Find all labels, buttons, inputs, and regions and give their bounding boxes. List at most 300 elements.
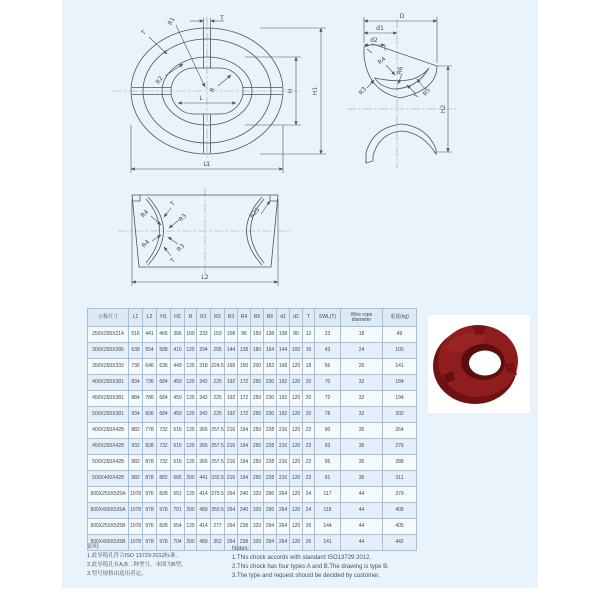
table-cell: 118 xyxy=(315,503,341,519)
table-cell: 366 xyxy=(197,439,211,455)
table-cell: 884 xyxy=(129,391,143,407)
table-cell: 125 xyxy=(185,375,197,391)
table-cell: 200 xyxy=(185,535,197,551)
table-cell: 125 xyxy=(185,343,197,359)
table-cell: 978 xyxy=(157,535,171,551)
table-cell: 172 xyxy=(238,375,251,391)
table-cell: 80 xyxy=(290,327,303,343)
table-cell: 257.5 xyxy=(211,423,225,439)
table-cell: 982 xyxy=(129,471,143,487)
table-cell: 95 xyxy=(315,455,341,471)
table-cell: 515 xyxy=(171,423,185,439)
table-cell: 44 xyxy=(341,503,383,519)
column-header: R4 xyxy=(238,309,251,327)
table-cell: 100 xyxy=(383,343,417,359)
table-cell: 300X250X286 xyxy=(88,343,129,359)
table-cell: 192 xyxy=(225,375,238,391)
table-cell: 342 xyxy=(197,391,211,407)
table-cell: 732 xyxy=(157,455,171,471)
table-cell: 250 xyxy=(251,391,264,407)
chock-side-outline xyxy=(364,44,437,163)
table-cell: 400X250X428 xyxy=(88,423,129,439)
table-cell: 778 xyxy=(143,423,157,439)
table-cell: 184 xyxy=(383,375,417,391)
table-cell: 684 xyxy=(157,407,171,423)
dim-label-d2: d2 xyxy=(370,37,378,44)
table-cell: 194 xyxy=(383,391,417,407)
table-cell: 216 xyxy=(277,423,290,439)
table-cell: 192 xyxy=(277,391,290,407)
table-cell: 32 xyxy=(341,407,383,423)
table-cell: 551 xyxy=(171,487,185,503)
table-cell: 646 xyxy=(143,359,157,375)
table-cell: 141 xyxy=(383,359,417,375)
table-cell: 153 xyxy=(211,327,225,343)
column-header: L1 xyxy=(129,309,143,327)
dim-label-R3-bottom: R3 xyxy=(175,242,187,254)
table-cell: 350.5 xyxy=(211,503,225,519)
section-view-drawing xyxy=(115,185,300,297)
table-cell: 306 xyxy=(171,327,185,343)
header-row xyxy=(88,309,417,327)
table-cell: 168 xyxy=(277,359,290,375)
table-cell: 24 xyxy=(303,503,315,519)
table-cell: 20 xyxy=(303,391,315,407)
note-line: 1.This chock accords with standard ISO13729:2012. xyxy=(232,555,372,561)
table-cell: 264 xyxy=(277,503,290,519)
column-header: R6 xyxy=(264,309,277,327)
dim-label-L: L xyxy=(199,95,203,102)
table-cell: 117 xyxy=(315,487,341,503)
table-cell: 932 xyxy=(129,439,143,455)
table-cell: 449 xyxy=(171,359,185,375)
table-cell: 138 xyxy=(264,327,277,343)
table-cell: 225 xyxy=(211,391,225,407)
table-cell: 200 xyxy=(185,471,197,487)
table-cell: 500X250X525B xyxy=(88,519,129,535)
table-cell: 732 xyxy=(157,423,171,439)
table-cell: 934 xyxy=(129,407,143,423)
table-cell: 450X250X428 xyxy=(88,439,129,455)
table-cell: 264 xyxy=(277,535,290,551)
table-cell: 320 xyxy=(251,519,264,535)
notes-en-title: Notes: xyxy=(232,546,250,552)
table-cell: 257.5 xyxy=(211,439,225,455)
table-cell: 732 xyxy=(157,439,171,455)
table-cell: 44 xyxy=(341,487,383,503)
table-cell: 26 xyxy=(303,519,315,535)
table-cell: 450 xyxy=(171,407,185,423)
table-cell: 125 xyxy=(185,391,197,407)
table-cell: 250 xyxy=(251,423,264,439)
side-view-drawing xyxy=(345,5,465,173)
column-header: L2 xyxy=(143,309,157,327)
table-cell: 296 xyxy=(264,503,277,519)
spec-table-container xyxy=(87,308,414,551)
table-cell: 489 xyxy=(197,503,211,519)
table-cell: 164 xyxy=(264,343,277,359)
table-cell: 296 xyxy=(264,487,277,503)
dim-label-R1: R1 xyxy=(166,16,177,27)
table-cell: 978 xyxy=(143,503,157,519)
red-chock-ring xyxy=(433,325,518,404)
table-cell: 150 xyxy=(238,359,251,375)
table-cell: 180 xyxy=(251,343,264,359)
table-cell: 257.5 xyxy=(211,455,225,471)
table-cell: 736 xyxy=(129,359,143,375)
note-line: 1.此导缆孔符合ISO 13729:2012标准。 xyxy=(87,553,182,559)
table-cell: 978 xyxy=(157,503,171,519)
table-row xyxy=(88,343,417,359)
notes-cn-title: 说明: xyxy=(87,544,100,550)
column-header: H2 xyxy=(171,309,185,327)
column-header: R1 xyxy=(197,309,211,327)
table-cell: 554 xyxy=(143,343,157,359)
table-cell: 100 xyxy=(185,327,197,343)
dim-label-R4-top: R4 xyxy=(139,208,151,220)
table-cell: 32 xyxy=(341,375,383,391)
table-cell: 264 xyxy=(225,487,238,503)
table-cell: 108 xyxy=(225,327,238,343)
dim-label-R5: R5 xyxy=(421,86,432,98)
table-row xyxy=(88,503,417,519)
dim-label-R4-bottom: R4 xyxy=(140,238,152,250)
table-cell: 276 xyxy=(383,439,417,455)
table-cell: 70 xyxy=(315,375,341,391)
table-cell: 44 xyxy=(341,535,383,551)
table-cell: 72 xyxy=(315,391,341,407)
table-cell: 172 xyxy=(238,391,251,407)
table-row xyxy=(88,519,417,535)
table-cell: 250 xyxy=(251,471,264,487)
table-cell: 405 xyxy=(383,519,417,535)
table-cell: 878 xyxy=(143,471,157,487)
table-cell: 366 xyxy=(197,423,211,439)
table-cell: 588 xyxy=(157,343,171,359)
table-cell: 410 xyxy=(171,343,185,359)
table-cell: 12 xyxy=(303,327,315,343)
table-cell: 144 xyxy=(277,343,290,359)
table-cell: 1078 xyxy=(129,535,143,551)
table-cell: 100 xyxy=(290,343,303,359)
table-cell: 216 xyxy=(225,455,238,471)
notes-chinese xyxy=(87,543,232,579)
table-cell: 500X400X525B xyxy=(88,535,129,551)
table-cell: 318 xyxy=(197,359,211,375)
table-cell: 24 xyxy=(341,343,383,359)
table-cell: 49 xyxy=(383,327,417,343)
table-cell: 230 xyxy=(264,375,277,391)
notes-english xyxy=(232,545,422,581)
table-cell: 192 xyxy=(225,391,238,407)
table-cell: 736 xyxy=(143,375,157,391)
table-cell: 120 xyxy=(290,519,303,535)
table-cell: 240 xyxy=(238,503,251,519)
spec-table xyxy=(87,308,417,551)
table-cell: 233 xyxy=(197,327,211,343)
table-cell: 18 xyxy=(303,359,315,375)
table-cell: 224.5 xyxy=(211,359,225,375)
table-cell: 441 xyxy=(197,471,211,487)
table-cell: 250 xyxy=(251,455,264,471)
dim-label-L2: L2 xyxy=(201,274,209,281)
table-cell: 264 xyxy=(225,535,238,551)
dim-label-T-top: T xyxy=(169,200,177,208)
table-row xyxy=(88,423,417,439)
table-row xyxy=(88,407,417,423)
table-cell: 22 xyxy=(303,471,315,487)
table-cell: 144 xyxy=(315,519,341,535)
table-cell: 264 xyxy=(277,487,290,503)
table-cell: 228 xyxy=(264,471,277,487)
table-cell: 216 xyxy=(225,439,238,455)
table-cell: 125 xyxy=(185,487,197,503)
dim-label-H1: H1 xyxy=(312,86,319,96)
table-cell: 450 xyxy=(171,391,185,407)
table-cell: 230 xyxy=(264,391,277,407)
table-cell: 1078 xyxy=(129,487,143,503)
table-cell: 228 xyxy=(264,455,277,471)
table-cell: 93 xyxy=(315,439,341,455)
table-cell: 1078 xyxy=(129,519,143,535)
table-cell: 120 xyxy=(290,423,303,439)
table-cell: 200 xyxy=(251,359,264,375)
column-header: R2 xyxy=(211,309,225,327)
table-cell: 828 xyxy=(157,487,171,503)
table-row xyxy=(88,471,417,487)
spec-table-head xyxy=(88,309,417,327)
table-cell: 194 xyxy=(238,439,251,455)
table-cell: 350X250X333 xyxy=(88,359,129,375)
spec-table-body xyxy=(88,327,417,551)
table-cell: 120 xyxy=(290,439,303,455)
table-cell: 828 xyxy=(143,439,157,455)
dim-label-R25: R25 xyxy=(248,206,262,220)
table-cell: 379 xyxy=(383,487,417,503)
dim-label-R2: R2 xyxy=(154,74,165,86)
table-cell: 20 xyxy=(303,375,315,391)
table-cell: 450 xyxy=(171,375,185,391)
table-cell: 976 xyxy=(143,519,157,535)
table-cell: 288 xyxy=(383,455,417,471)
notes-cn-lines xyxy=(87,552,232,579)
table-cell: 228 xyxy=(264,439,277,455)
table-cell: 294 xyxy=(264,535,277,551)
table-cell: 250 xyxy=(251,375,264,391)
table-cell: 120 xyxy=(290,535,303,551)
table-cell: 466 xyxy=(157,327,171,343)
table-cell: 22 xyxy=(303,455,315,471)
table-cell: 515 xyxy=(171,439,185,455)
table-cell: 216 xyxy=(225,423,238,439)
table-cell: 90 xyxy=(315,423,341,439)
table-cell: 120 xyxy=(290,407,303,423)
dim-label-T-diag: T xyxy=(140,29,148,37)
table-cell: 332.5 xyxy=(211,471,225,487)
table-cell: 108 xyxy=(277,327,290,343)
table-cell: 120 xyxy=(290,391,303,407)
table-cell: 168 xyxy=(225,359,238,375)
table-cell: 320 xyxy=(251,487,264,503)
table-cell: 43 xyxy=(315,343,341,359)
table-cell: 120 xyxy=(290,487,303,503)
table-cell: 500X250X428 xyxy=(88,455,129,471)
dim-label-L1: L1 xyxy=(203,161,211,168)
dim-label-R3: R3 xyxy=(357,85,369,97)
dim-label-R4: R4 xyxy=(376,55,388,67)
table-cell: 554 xyxy=(171,519,185,535)
table-cell: 976 xyxy=(143,487,157,503)
table-cell: 172 xyxy=(238,407,251,423)
table-cell: 264 xyxy=(225,519,238,535)
table-cell: 26 xyxy=(341,359,383,375)
table-cell: 182 xyxy=(264,359,277,375)
table-cell: 264 xyxy=(383,423,417,439)
table-cell: 828 xyxy=(157,519,171,535)
dim-label-R3-top: R3 xyxy=(177,212,189,224)
table-cell: 500X250X525A xyxy=(88,487,129,503)
section-centerlines xyxy=(118,188,294,275)
table-cell: 120 xyxy=(290,375,303,391)
table-cell: 120 xyxy=(290,471,303,487)
table-cell: 342 xyxy=(197,407,211,423)
column-header: R3 xyxy=(225,309,238,327)
table-cell: 120 xyxy=(290,359,303,375)
table-cell: 18 xyxy=(341,327,383,343)
table-cell: 128 xyxy=(238,343,251,359)
table-cell: 665 xyxy=(171,471,185,487)
table-cell: 125 xyxy=(185,439,197,455)
product-photo-card xyxy=(428,315,530,413)
table-cell: 638 xyxy=(129,343,143,359)
dim-label-D: D xyxy=(399,13,405,20)
table-cell: 882 xyxy=(129,423,143,439)
table-cell: 250X200X214 xyxy=(88,327,129,343)
table-cell: 125 xyxy=(185,519,197,535)
dim-label-H2: H2 xyxy=(440,104,447,114)
table-cell: 264 xyxy=(277,519,290,535)
table-cell: 250 xyxy=(251,407,264,423)
table-cell: 32 xyxy=(341,391,383,407)
front-view-drawing xyxy=(95,5,335,180)
table-cell: 704 xyxy=(171,535,185,551)
table-row xyxy=(88,327,417,343)
table-cell: 20 xyxy=(303,407,315,423)
table-cell: 91 xyxy=(315,471,341,487)
table-row xyxy=(88,439,417,455)
table-cell: 22 xyxy=(303,423,315,439)
front-centerlines xyxy=(113,17,301,166)
table-cell: 22 xyxy=(303,439,315,455)
table-cell: 194 xyxy=(238,471,251,487)
note-line: 2.此导缆孔有A,B二种型号，本图为B型。 xyxy=(87,562,187,568)
table-cell: 23 xyxy=(315,327,341,343)
table-row xyxy=(88,455,417,471)
table-cell: 194 xyxy=(238,455,251,471)
table-cell: 250 xyxy=(251,439,264,455)
table-cell: 489 xyxy=(197,535,211,551)
table-cell: 264 xyxy=(225,503,238,519)
table-cell: 216 xyxy=(277,471,290,487)
table-cell: 141 xyxy=(315,535,341,551)
table-cell: 500X400X525A xyxy=(88,503,129,519)
table-cell: 150 xyxy=(251,327,264,343)
column-header: T xyxy=(303,309,315,327)
dim-label-T-bottom: T xyxy=(169,257,177,265)
table-cell: 16 xyxy=(303,343,315,359)
table-cell: 216 xyxy=(225,471,238,487)
table-cell: 342 xyxy=(197,375,211,391)
table-cell: 684 xyxy=(157,375,171,391)
table-cell: 56 xyxy=(315,359,341,375)
table-row xyxy=(88,487,417,503)
table-cell: 238 xyxy=(238,519,251,535)
note-line: 3.The type and request should be decided by customer. xyxy=(232,573,380,579)
table-cell: 125 xyxy=(185,407,197,423)
dim-label-H: H xyxy=(287,88,294,94)
table-cell: 225 xyxy=(211,375,225,391)
table-cell: 1078 xyxy=(129,503,143,519)
table-cell: 125 xyxy=(185,423,197,439)
table-cell: 882 xyxy=(157,471,171,487)
table-cell: 515 xyxy=(171,455,185,471)
table-cell: 120 xyxy=(290,503,303,519)
table-cell: 125 xyxy=(185,359,197,375)
table-cell: 414 xyxy=(197,519,211,535)
table-cell: 834 xyxy=(129,375,143,391)
table-cell: 684 xyxy=(157,391,171,407)
table-cell: 36 xyxy=(341,455,383,471)
table-cell: 200 xyxy=(185,503,197,519)
table-cell: 36 xyxy=(341,471,383,487)
table-row xyxy=(88,359,417,375)
table-cell: 202 xyxy=(383,407,417,423)
table-cell: 878 xyxy=(143,455,157,471)
table-cell: 26 xyxy=(303,535,315,551)
table-cell: 400X250X381 xyxy=(88,375,129,391)
table-cell: 982 xyxy=(129,455,143,471)
table-cell: 230 xyxy=(264,407,277,423)
column-header: Wire rope diameter xyxy=(341,309,383,327)
table-cell: 836 xyxy=(143,407,157,423)
table-cell: 144 xyxy=(225,343,238,359)
table-cell: 44 xyxy=(341,519,383,535)
table-cell: 277 xyxy=(211,519,225,535)
table-cell: 352 xyxy=(211,535,225,551)
table-cell: 500X250X381 xyxy=(88,407,129,423)
table-cell: 408 xyxy=(383,503,417,519)
table-cell: 120 xyxy=(290,455,303,471)
note-line: 2.This chock has four types:A and B.The drawing is type B. xyxy=(232,564,389,570)
table-row xyxy=(88,391,417,407)
table-cell: 192 xyxy=(277,407,290,423)
table-cell: 978 xyxy=(143,535,157,551)
table-cell: 294 xyxy=(197,343,211,359)
table-cell: 320 xyxy=(251,535,264,551)
table-cell: 441 xyxy=(143,327,157,343)
table-cell: 192 xyxy=(277,375,290,391)
note-line: 3.型号规格由选用者定。 xyxy=(87,571,147,577)
table-cell: 516 xyxy=(129,327,143,343)
table-cell: 500X400X428 xyxy=(88,471,129,487)
table-cell: 192 xyxy=(225,407,238,423)
column-header: H1 xyxy=(157,309,171,327)
dim-label-d1: d1 xyxy=(376,25,384,32)
table-cell: 36 xyxy=(341,423,383,439)
table-cell: 442 xyxy=(383,535,417,551)
table-cell: 240 xyxy=(238,487,251,503)
notes-en-lines xyxy=(232,554,422,581)
